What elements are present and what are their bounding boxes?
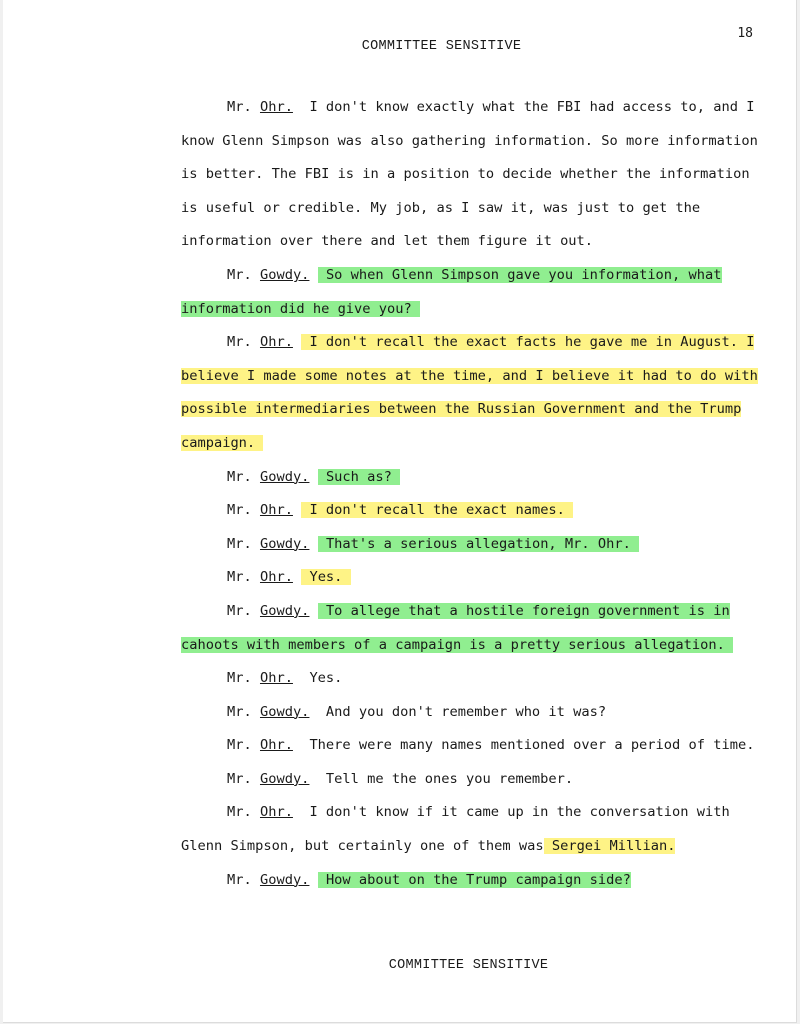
- paragraph-text: I don't know exactly what the FBI had access to, and I know Glenn Simpson was also gathering information. So more information is better. The FBI is in a position to decide whether the information is useful or credible. My job, as I saw it, was just to get the information over there and let them figure it out.: [181, 99, 758, 250]
- speaker-name: Gowdy.: [259, 535, 310, 552]
- transcript-paragraph: [181, 561, 763, 595]
- transcript-paragraph: [181, 729, 763, 763]
- transcript-paragraph: [181, 91, 763, 259]
- paragraph-text: And you don't remember who it was?: [325, 703, 607, 720]
- speaker-title: Mr.: [227, 670, 252, 687]
- speaker-name: Ohr.: [259, 334, 293, 351]
- transcript-paragraph: [181, 259, 763, 326]
- page-footer: COMMITTEE SENSITIVE: [388, 958, 549, 973]
- highlighted-text: I don't recall the exact facts he gave me in August. I believe I made some notes at the time, and I believe it had to do with possible intermediaries between the Russian Government and the Trump campaign.: [181, 334, 758, 451]
- speaker-name: Ohr.: [259, 99, 293, 115]
- speaker-title: Mr.: [227, 602, 252, 619]
- transcript-paragraph: [181, 595, 763, 662]
- speaker-title: Mr.: [227, 770, 252, 787]
- speaker-title: Mr.: [227, 99, 252, 115]
- transcript-paragraph: [181, 796, 763, 863]
- transcript-paragraph: [181, 864, 763, 898]
- speaker-title: Mr.: [227, 468, 252, 485]
- speaker-title: Mr.: [227, 737, 252, 754]
- paragraph-text: Tell me the ones you remember.: [325, 770, 574, 787]
- speaker-title: Mr.: [227, 535, 252, 552]
- transcript-paragraph: [181, 461, 763, 495]
- speaker-name: Ohr.: [259, 670, 293, 687]
- transcript-paragraph: [181, 326, 763, 460]
- paragraph-text: I don't know if it came up in the conversation with Glenn Simpson, but certainly one of them was: [181, 804, 730, 855]
- transcript-paragraph: [181, 662, 763, 696]
- speaker-title: Mr.: [227, 703, 252, 720]
- speaker-title: Mr.: [227, 334, 252, 351]
- highlighted-text: Such as?: [318, 469, 400, 485]
- speaker-title: Mr.: [227, 266, 252, 283]
- transcript-paragraph: [181, 528, 763, 562]
- highlighted-text: So when Glenn Simpson gave you information, what information did he give you?: [181, 266, 722, 317]
- speaker-name: Gowdy.: [259, 266, 310, 283]
- highlighted-text: How about on the Trump campaign side?: [318, 872, 631, 888]
- highlighted-text: To allege that a hostile foreign government is in cahoots with members of a campaign is a pretty serious allegation.: [181, 603, 733, 653]
- speaker-title: Mr.: [227, 569, 252, 586]
- page-header: COMMITTEE SENSITIVE: [361, 39, 522, 54]
- transcript-paragraph: [181, 696, 763, 730]
- transcript-paragraph: [181, 763, 763, 797]
- highlighted-text: Sergei Millian.: [544, 838, 676, 854]
- speaker-name: Gowdy.: [259, 703, 310, 720]
- transcript-body: [181, 91, 763, 897]
- document-page: [3, 0, 797, 1023]
- speaker-name: Gowdy.: [259, 602, 310, 619]
- speaker-name: Gowdy.: [259, 468, 310, 485]
- speaker-title: Mr.: [227, 502, 252, 519]
- transcript-paragraph: [181, 494, 763, 528]
- speaker-name: Ohr.: [259, 502, 293, 519]
- highlighted-text: Yes.: [301, 569, 350, 585]
- highlighted-text: That's a serious allegation, Mr. Ohr.: [318, 536, 639, 552]
- speaker-name: Ohr.: [259, 804, 293, 821]
- paragraph-text: Yes.: [309, 670, 343, 687]
- speaker-name: Ohr.: [259, 737, 293, 754]
- speaker-title: Mr.: [227, 804, 252, 821]
- highlighted-text: I don't recall the exact names.: [301, 502, 573, 518]
- page-number: 18: [737, 26, 753, 41]
- speaker-name: Gowdy.: [259, 770, 310, 787]
- speaker-title: Mr.: [227, 871, 252, 888]
- speaker-name: Gowdy.: [259, 871, 310, 888]
- speaker-name: Ohr.: [259, 569, 293, 586]
- paragraph-text: There were many names mentioned over a period of time.: [309, 737, 755, 754]
